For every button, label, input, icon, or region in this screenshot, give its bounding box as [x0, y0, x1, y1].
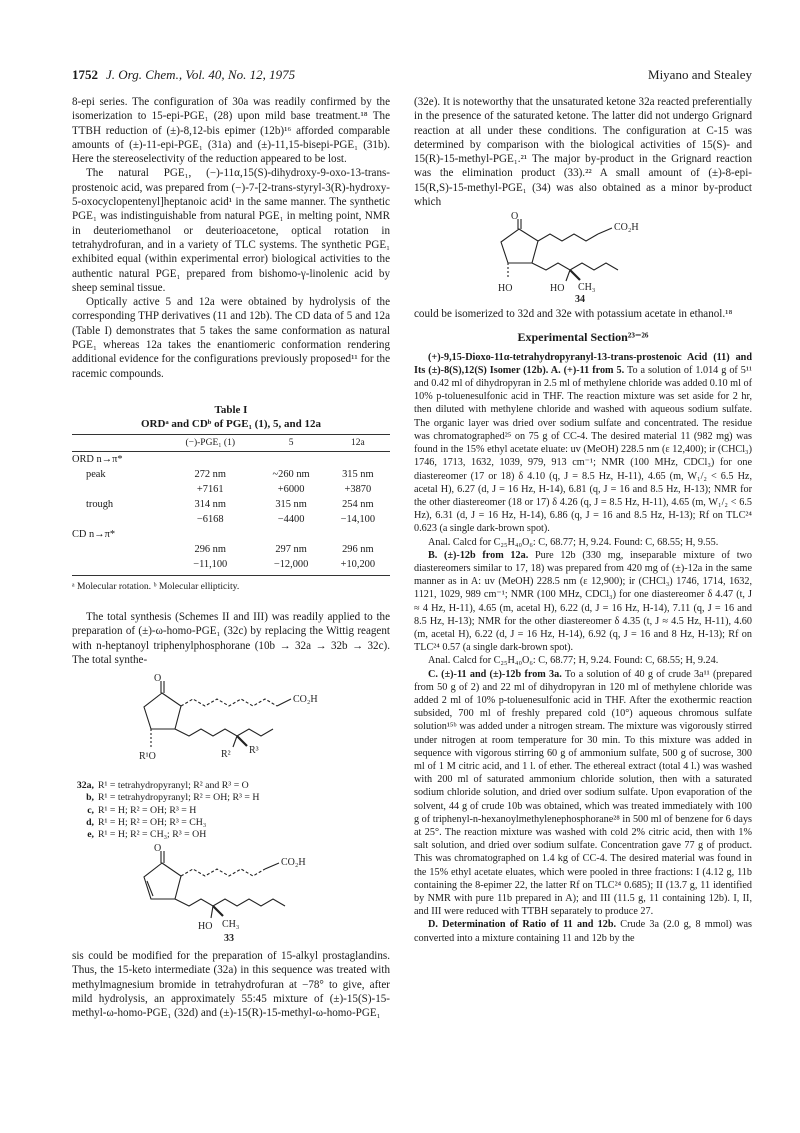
paragraph: The total synthesis (Schemes II and III) was readily applied to the preparation of (±)-ω-homo-PGE₁ (32c) by replacing the Wittig reagent with n-heptanoyl triphenylphosphorane (10b → 32a → 32b → 32c). The total synthe-	[72, 610, 390, 666]
table-row: trough 314 nm 315 nm 254 nm	[86, 498, 374, 510]
hydroxyl-label: HO	[550, 283, 565, 295]
structure-34-diagram	[458, 211, 708, 303]
procedure-heading: C. (±)-11 and (±)-12b from 3a.	[428, 668, 562, 680]
list-item: 32a, R¹ = tetrahydropyranyl; R² and R³ = O	[76, 780, 249, 792]
r1o-label: R¹O	[139, 751, 156, 763]
structure-32-legend	[72, 780, 390, 841]
methyl-label: CH₃	[222, 919, 240, 931]
cyclopentane-ring	[144, 693, 181, 729]
table-row: CD n→π*	[72, 528, 116, 540]
hydroxyl-label: HO	[498, 283, 513, 295]
carboxyl-label: CO₂H	[281, 857, 306, 869]
table-row: peak 272 nm ~260 nm 315 nm	[86, 468, 374, 480]
carboxyl-label: CO₂H	[293, 694, 318, 706]
procedure-heading: (+)-9,15-Dioxo-11α-tetrahydropyranyl-13-trans-prostenoic Acid (11) and Its (±)-8(S),12(S) Isomer (12b). A. (+)-11 from 5.	[414, 351, 752, 376]
paragraph: (32e). It is noteworthy that the unsaturated ketone 32a reacted preferentially in the presence of the saturated ketone. The latter did not undergo Grignard reaction at all under these conditions. The configuration at C-15 was determined by comparison with the biological activities of 15(S)- and 15(R)-15-methyl-PGE₁.²¹ The major by-product in the Grignard reaction was the elimination product (33).²² A small amount of (±)-8-epi-15(R,S)-15-methyl-PGE₁ (34) was also obtained as a minor by-product which	[414, 96, 752, 209]
oxygen-label: O	[154, 673, 162, 685]
oxygen-label: O	[511, 211, 519, 223]
upper-side-chain	[181, 699, 277, 706]
page-number: 1752	[72, 67, 98, 82]
table-row: −11,100 −12,000 +10,200	[72, 557, 390, 576]
table-row: ORD n→π*	[72, 453, 123, 465]
table-footnote: ᵃ Molecular rotation. ᵇ Molecular ellipticity.	[72, 580, 240, 592]
right-column	[414, 95, 752, 945]
ord-cd-table	[72, 434, 390, 576]
compound-number: 33	[224, 933, 234, 944]
r2-label: R²	[221, 749, 231, 761]
table-title: Table I	[214, 403, 248, 416]
paragraph: The natural PGE₁, (−)-11α,15(S)-dihydroxy-9-oxo-13-trans-prostenoic acid, was prepared from (−)-7-[2-trans-styryl-3(R)-hydroxy-5-oxocyclopentenyl]heptanoic acid¹ in the same manner. The synthetic PGE₁ was indistinguishable from natural PGE₁ in melting point, NMR in deuteriomethanol or deuterioacetone, optical rotation in tetrahydrofuran, and in a variety of TLC systems. The synthetic PGE₁ exhibited equal (within experimental error) biological activities to the authentic natural PGE₁ prepared from bishomo-γ-linolenic acid by sheep seminal tissue.	[72, 167, 390, 294]
paragraph: 8-epi series. The configuration of 30a was readily confirmed by the isomerization to 15-epi-PGE₁ (28) upon mild base treatment.¹⁸ The TTBH reduction of (±)-8,12-bis epimer (12b)¹⁶ afforded comparable amounts of (±)-11-epi-PGE₁ (31a) and (±)-11,15-bisepi-PGE₁ (31b). Here the stereoselectivity of the reduction appeared to be lost.	[72, 96, 390, 166]
table-row: 296 nm 297 nm 296 nm	[194, 543, 374, 555]
compound-number: 34	[575, 294, 585, 304]
paragraph: sis could be modified for the preparation of 15-alkyl prostaglandins. Thus, the 15-keto intermediate (32a) in this sequence was treated with methylmagnesium bromide in tetrahydrofuran at −78° to give, after mild hydrolysis, an approximately 55:45 mixture of (±)-15(S)-15-methyl-ω-homo-PGE₁ (32d) and (±)-15(R)-15-methyl-ω-homo-PGE₁	[72, 950, 390, 1020]
column-header: 5	[256, 434, 325, 451]
running-authors: Miyano and Stealey	[648, 67, 752, 82]
running-header	[72, 67, 752, 87]
lower-side-chain	[175, 729, 273, 736]
r3-label: R³	[249, 745, 259, 757]
hydroxyl-label: HO	[198, 921, 213, 933]
table-row: −6168 −4400 −14,100	[196, 513, 376, 525]
left-column	[72, 95, 390, 1021]
paragraph: Anal. Calcd for C₂₅H₄₀O₆: C, 68.77; H, 9.24. Found: C, 68.55; H, 9.24.	[428, 655, 719, 667]
oxygen-label: O	[154, 843, 162, 855]
column-header: (−)-PGE₁ (1)	[164, 434, 256, 451]
carboxyl-label: CO₂H	[614, 222, 639, 234]
paragraph: Anal. Calcd for C₂₅H₄₀O₆: C, 68.77; H, 9.24. Found: C, 68.55; H, 9.55.	[428, 536, 719, 548]
methyl-label: CH₃	[578, 282, 596, 294]
table-row: +7161 +6000 +3870	[196, 483, 372, 495]
paragraph: Optically active 5 and 12a were obtained by hydrolysis of the corresponding THP derivatives (11 and 12b). The CD data of 5 and 12a (Table I) demonstrates that 5 takes the same conformation as natural PGE₁ whereas 12a takes the enantiomeric conformation rendering additional evidence for the configurations previously proposed¹¹ for the racemic compounds.	[72, 296, 390, 380]
paragraph: C. (±)-11 and (±)-12b from 3a. To a solution of 40 g of crude 3a¹¹ (prepared from 50 g of 2) and 22 ml of dihydropyran in 120 ml of methylene chloride was added 2 ml of 10% p-toluenesulfonic acid in THF. After the exothermic reaction subsided, 700 ml of freshly prepared cold (10°) aqueous chromous sulfate solution¹⁵ᵇ was added under a nitrogen stream. The mixture was vigorously stirred under nitrogen at room temperature for 30 min. To this mixture was added in sequence with vigorous stirring 60 g of ammonium sulfate, 500 g of sucrose, 300 ml of 1 M citric acid, and 1 l. of ether. The ethereal extract (total 4 l.) was washed with 200 ml of saturated ammonium chloride solution, then with a saturated sodium chloride solution, and dried over sodium sulfate. Upon evaporation of the solvent, 44 g of crude 10b was obtained, which was treated immediately with 100 g of triphenyl-n-hexanoylmethylenephosphorane²⁸ in 500 ml of benzene for 6 days at 25°. The reaction mixture was washed with cold 2% citric acid, then with 1% salt solution, and dried over sodium sulfate. Concentration gave 77 g of product. This was chromatographed on 1.4 kg of CC-4. The desired material was found in the 15% ethyl acetate eluates, which were pooled in three fractions: I (4.12 g, 11b containing the 8-epimer 22, the latter Rf on TLC²⁴ 0.685); II (13.7 g, 11 identified by NMR with pure 11b prepared in A); and III (11.5 g, 11 containing 12b). I, II, and III were reduced with TTBH separately to produce 27.	[414, 668, 753, 918]
table-caption: ORDᵃ and CDᵇ of PGE₁ (1), 5, and 12a	[141, 417, 321, 430]
journal-citation: J. Org. Chem., Vol. 40, No. 12, 1975	[106, 67, 296, 82]
list-item: e, R¹ = H; R² = CH₃; R³ = OH	[87, 828, 207, 840]
paragraph: could be isomerized to 32d and 32e with potassium acetate in ethanol.¹⁸	[414, 308, 733, 321]
paragraph: D. Determination of Ratio of 11 and 12b. Crude 3a (2.0 g, 8 mmol) was converted into a mixture containing 11 and 12b by the	[414, 919, 753, 944]
paragraph: (+)-9,15-Dioxo-11α-tetrahydropyranyl-13-trans-prostenoic Acid (11) and Its (±)-8(S),12(S) Isomer (12b). A. (+)-11 from 5. To a solution of 1.014 g of 5¹¹ and 0.42 ml of dihydropyran in 2.5 ml of methylene chloride was added 0.10 ml of 10% p-toluenesulfonic acid in THF. The reaction mixture was set aside for 2 hr, then diluted with methylene chloride and washed with aqueous sodium sulfate. The organic layer was dried over sodium sulfate and concentrated. The residue was chromatographed²⁵ on 75 g of CC-4. The desired material 11 (982 mg) was found in the 15% ethyl acetate eluate: uv (MeOH) 228.5 nm (ε 12,400); ir (CHCl₃) 1746, 1713, 1632, 1039, 979, 913 cm⁻¹; NMR (100 MHz, CDCl₃) for one diastereomer (17 or 18) δ 4.10 (q, J = 8.5 Hz, H-11), 4.65 (m, W₁/₂ < 6.5 Hz, acetal H), 6.27 (d, J = 16 Hz, H-14), 6.81 (q, J = 16 and 8.5 Hz, H-13); NMR for the other diastereomer (18 or 17) δ 4.26 (q, J = 8.5 Hz, H-11), 4.65 (m, W₁/₂ < 6.5 Hz), 6.31 (d, J = 16 Hz, H-14), 6.86 (q, J = 16 and 8.5 Hz, H-13); Rf on TLC²⁴ 0.623 (a single dark-brown spot).	[414, 351, 752, 535]
procedure-heading: D. Determination of Ratio of 11 and 12b.	[428, 919, 617, 931]
list-item: d, R¹ = H; R² = OH; R³ = CH₃	[86, 816, 207, 828]
table-header-row	[72, 434, 390, 451]
procedure-heading: B. (±)-12b from 12a.	[428, 549, 529, 561]
structure-33-diagram	[106, 843, 356, 943]
list-item: b, R¹ = tetrahydropyranyl; R² = OH; R³ = H	[86, 792, 260, 804]
table-1	[72, 403, 390, 592]
structure-32-diagram	[101, 673, 361, 778]
list-item: c, R¹ = H; R² = OH; R³ = H	[87, 804, 197, 816]
section-title: Experimental Section²³⁻²⁶	[517, 329, 649, 344]
column-header: 12a	[326, 434, 390, 451]
cyclopentene-ring	[144, 863, 181, 899]
paragraph: B. (±)-12b from 12a. Pure 12b (330 mg, inseparable mixture of two diastereomers similar to 17, 18) was prepared from 420 mg of (±)-12a in the same manner as in A: uv (MeOH) 228.5 nm (ε 12,900); ir (CHCl₃) 1746, 1714, 1632, 1121, 1029, 989 cm⁻¹; NMR (100 MHz, CDCl₃) for one diastereomer δ 4.47 (t, J ≈ 4 Hz, H-11), 4.65 (m, acetal H), 6.22 (d, J = 16 Hz, H-14), 7.11 (q, J = 16 and 8.5 Hz, H-13); NMR for the other diastereomer δ 4.35 (t, J ≈ 4.5 Hz, H-11), 4.60 (m, acetal H), 6.22 (d, J = 16 Hz, H-14), 6.92 (q, J = 16 and 8 Hz, H-13); Rf on TLC²⁴ 0.57 (a single dark-brown spot).	[414, 549, 752, 654]
